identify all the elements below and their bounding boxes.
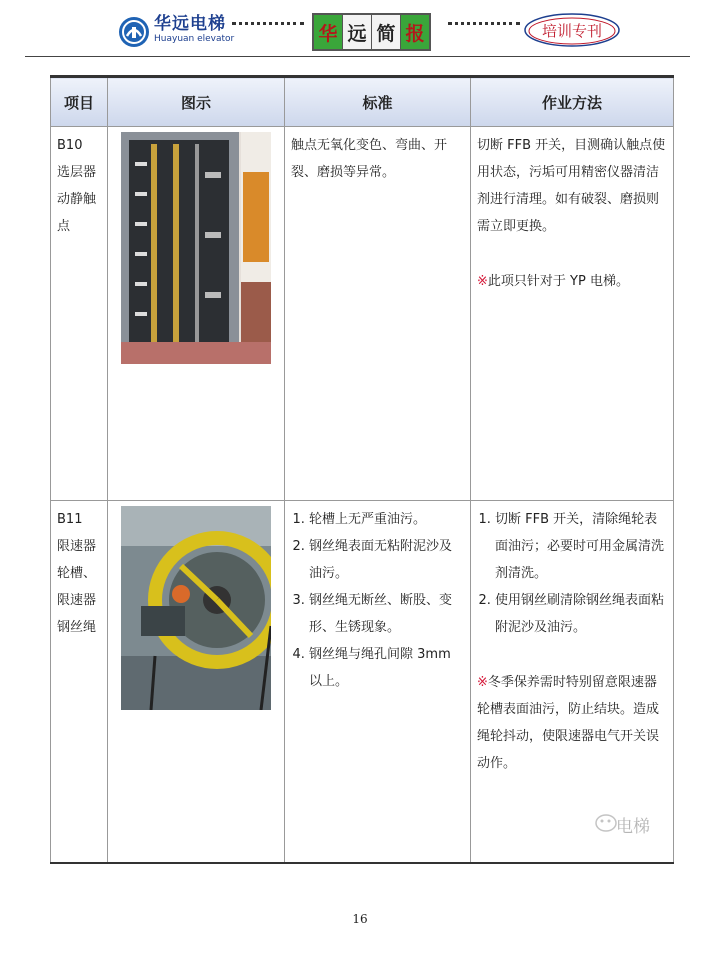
column-header-image: 图示 (108, 77, 285, 127)
header-rule (25, 56, 690, 57)
note-mark: ※ (477, 274, 488, 289)
item-name-line: 限速器 (57, 539, 97, 554)
standard-item: 2. 钢丝绳表面无粘附泥沙及油污。 (309, 533, 464, 587)
newsletter-title (312, 13, 431, 51)
note-mark: ※ (477, 675, 488, 690)
item-name-line: 选层器 (57, 165, 97, 180)
note (477, 669, 667, 777)
item-name-line: 轮槽、 (57, 566, 97, 581)
image-cell (108, 501, 285, 863)
standard-cell (285, 501, 471, 863)
brand (154, 14, 234, 45)
brand-name-en: Huayuan elevator (154, 34, 235, 44)
header-dotted-leader (448, 22, 520, 25)
item-cell (51, 501, 108, 863)
table-header-row (51, 77, 674, 127)
standard-list (291, 506, 464, 695)
page-header (0, 0, 720, 60)
method-cell (471, 127, 674, 501)
standard-item: 4. 钢丝绳与绳孔间隙 3mm 以上。 (309, 641, 464, 695)
note-text: 此项只针对于 YP 电梯。 (487, 274, 629, 289)
image-cell (108, 127, 285, 501)
badge-text: 培训专刊 (541, 21, 602, 40)
item-code: B10 (57, 138, 83, 153)
standard-item: 3. 钢丝绳无断丝、断股、变形、生锈现象。 (309, 587, 464, 641)
method-item: 1. 切断 FFB 开关，清除绳轮表面油污；必要时可用金属清洗剂清洗。 (495, 506, 667, 587)
item-name-line: 钢丝绳 (57, 620, 97, 635)
selector-contact-photo (121, 132, 271, 364)
standard-item: 1. 轮槽上无严重油污。 (309, 506, 464, 533)
method-item: 2. 使用钢丝刷清除钢丝绳表面粘附泥沙及油污。 (495, 587, 667, 641)
column-header-item: 项目 (51, 77, 108, 127)
governor-sheave-photo (121, 506, 271, 710)
method-text: 切断 FFB 开关，目测确认触点使用状态，污垢可用精密仪器清洁剂进行清理。如有破裂、磨损则需立即更换。 (477, 138, 666, 234)
title-char: 远 (343, 15, 372, 49)
method-list (477, 506, 667, 641)
page-number: 16 (352, 912, 368, 926)
note-text: 冬季保养需时特别留意限速器轮槽表面油污，防止结块。造成绳轮抖动，使限速器电气开关误动作。 (477, 675, 660, 771)
special-issue-badge (522, 12, 622, 48)
item-name-line: 限速器 (57, 593, 97, 608)
huayuan-logo-icon (118, 16, 150, 48)
column-header-standard: 标准 (285, 77, 471, 127)
item-name-line: 点 (57, 219, 71, 234)
item-cell (51, 127, 108, 501)
maintenance-table (50, 75, 674, 864)
item-code: B11 (57, 512, 83, 527)
brand-name-cn: 华远电梯 (154, 14, 226, 34)
spacer (477, 641, 667, 669)
header-dotted-leader (232, 22, 304, 25)
table-row (51, 127, 674, 501)
spacer (477, 240, 667, 268)
table-row (51, 501, 674, 863)
title-char: 报 (401, 15, 429, 49)
item-name-line: 动静触 (57, 192, 97, 207)
title-char: 简 (372, 15, 401, 49)
note (477, 268, 667, 295)
watermark-text: 电梯 (616, 817, 650, 837)
standard-cell (285, 127, 471, 501)
title-char: 华 (314, 15, 343, 49)
standard-text: 触点无氧化变色、弯曲、开裂、磨损等异常。 (291, 138, 448, 180)
column-header-method: 作业方法 (471, 77, 674, 127)
